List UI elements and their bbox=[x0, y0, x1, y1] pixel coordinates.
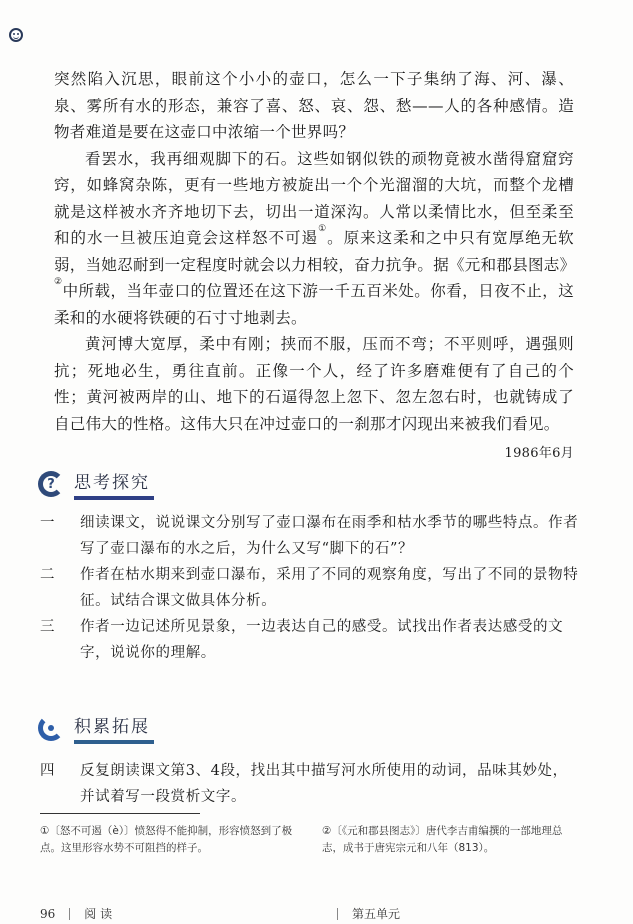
footnote-mark: ① bbox=[40, 825, 50, 837]
footnote-text: 〔怒不可遏（è）〕愤怒得不能抑制，形容愤怒到了极点。这里形容水势不可阻挡的样子。 bbox=[40, 825, 293, 854]
footer-divider bbox=[69, 908, 70, 920]
question-mark-icon: ? bbox=[38, 471, 64, 497]
section-title: 积累拓展 bbox=[74, 717, 150, 737]
question-list-thinking bbox=[40, 510, 580, 666]
question-number: 一 bbox=[40, 515, 56, 531]
article-date: 1986年6月 bbox=[504, 446, 574, 461]
section-header-thinking bbox=[38, 468, 154, 500]
question-list-extension bbox=[40, 758, 580, 810]
question-text: 细读课文，说说课文分别写了壶口瀑布在雨季和枯水季节的哪些特点。作者写了壶口瀑布的水之后，为什么又写“脚下的石”？ bbox=[80, 515, 579, 557]
footnote-2 bbox=[322, 823, 582, 857]
footnote-ref-2[interactable]: ② bbox=[54, 277, 63, 287]
paragraph: 黄河博大宽厚，柔中有刚；挟而不服，压而不弯；不平则呼，遇强则抗；死地必生，勇往直前。正像一个人，经了许多磨难便有了自己的个性；黄河被两岸的山、地下的石逼得忽上忽下、忽左忽右时，也就铸成了自己伟大的性格。这伟大只在冲过壶口的一刹那才闪现出来被我们看见。 bbox=[54, 335, 574, 433]
article-body bbox=[54, 66, 574, 468]
question-item bbox=[40, 614, 580, 666]
question-text: 反复朗读课文第3、4段，找出其中描写河水所使用的动词，品味其妙处，并试着写一段赏析文字。 bbox=[80, 763, 568, 805]
footnote-mark: ② bbox=[322, 825, 332, 837]
footer-divider bbox=[337, 908, 338, 920]
question-item bbox=[40, 758, 580, 810]
question-number: 四 bbox=[40, 763, 56, 779]
question-text: 作者一边记述所见景象，一边表达自己的感受。试找出作者表达感受的文字，说说你的理解。 bbox=[80, 619, 564, 661]
section-title: 思考探究 bbox=[74, 473, 150, 493]
page-number: 96 bbox=[40, 906, 56, 921]
page-footer bbox=[40, 905, 400, 922]
smiley-face-icon bbox=[9, 28, 23, 42]
growth-arrow-icon bbox=[38, 715, 64, 741]
footer-unit: 第五单元 bbox=[351, 907, 400, 921]
section-underline bbox=[74, 496, 154, 500]
question-number: 二 bbox=[40, 567, 56, 583]
question-text: 作者在枯水期来到壶口瀑布，采用了不同的观察角度，写出了不同的景物特征。试结合课文做具体分析。 bbox=[80, 567, 579, 609]
section-underline bbox=[74, 740, 154, 744]
footer-section: 阅 读 bbox=[84, 907, 113, 921]
paragraph: 看罢水，我再细观脚下的石。这些如钢似铁的顽物竟被水凿得窟窟窍窍，如蜂窝杂陈，更有一些地方被旋出一个个光溜溜的大坑，而整个龙槽就是这样被水齐齐地切下去，切出一道深沟。人常以柔情比水，但至柔至和的水一旦被压迫竟会这样怒不可遏①。原来这柔和之中只有宽厚绝无软弱，当她忍耐到一定程度时就会以力相较，奋力抗争。据《元和郡县图志》②中所载，当年壶口的位置还在这下游一千五百米处。你看，日夜不止，这柔和的水硬将铁硬的石寸寸地剥去。 bbox=[54, 149, 576, 327]
question-item bbox=[40, 562, 580, 614]
footnote-text: 〔《元和郡县图志》〕唐代李吉甫编撰的一部地理总志，成书于唐宪宗元和八年（813）。 bbox=[322, 825, 563, 854]
section-header-extension bbox=[38, 712, 154, 744]
question-item bbox=[40, 510, 580, 562]
question-number: 三 bbox=[40, 619, 56, 635]
footnote-1 bbox=[40, 823, 300, 857]
paragraph: 突然陷入沉思，眼前这个小小的壶口，怎么一下子集纳了海、河、瀑、泉、雾所有水的形态，兼容了喜、怒、哀、怨、愁——人的各种感情。造物者难道是要在这壶口中浓缩一个世界吗？ bbox=[54, 70, 574, 141]
footnote-ref-1[interactable]: ① bbox=[318, 224, 328, 234]
footnote-divider bbox=[40, 813, 200, 814]
